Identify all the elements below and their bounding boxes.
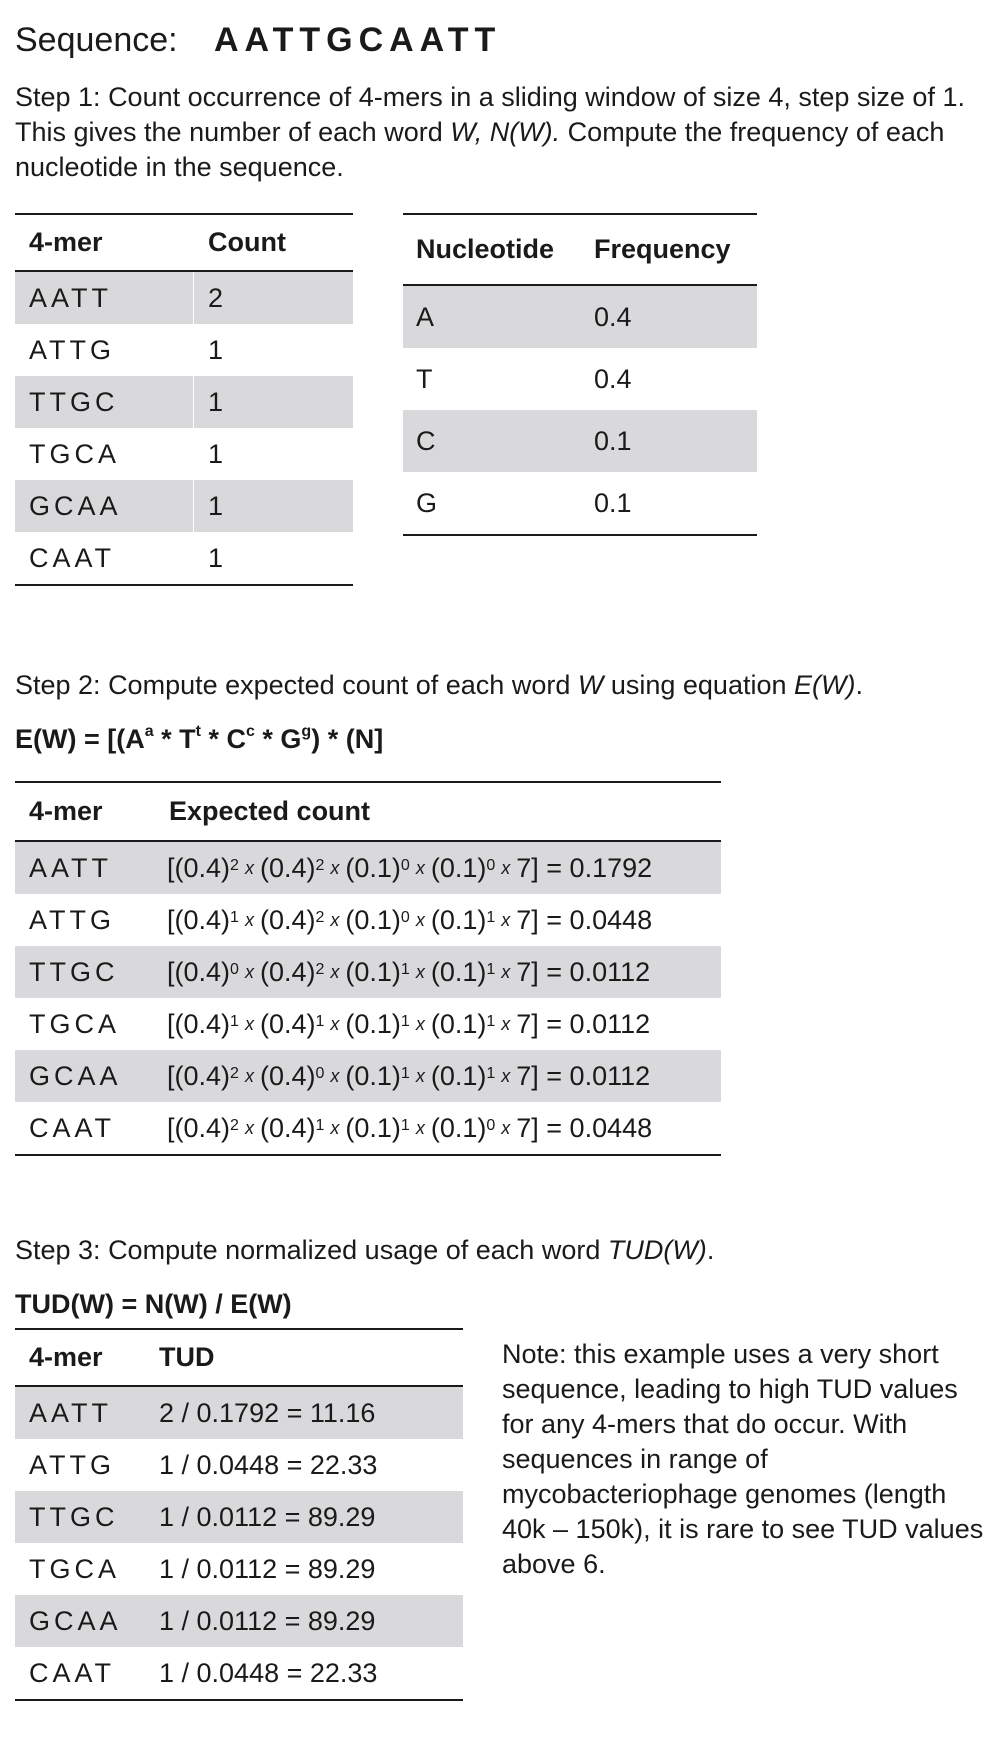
eq-exp-c: c	[246, 723, 255, 740]
term-base: (0.1)	[345, 1008, 401, 1039]
times-sign: x	[415, 857, 425, 878]
kmer-cell: CAAT	[29, 1657, 116, 1688]
table-row	[15, 1050, 721, 1102]
times-sign: x	[501, 1013, 511, 1034]
table-row	[15, 1543, 463, 1595]
eq-t-part: * T	[153, 724, 196, 754]
times-sign: x	[415, 909, 425, 930]
expected-formula-cell: [ (0.4) $^1$ x (0.4) $^1$ x (0.1) $^1$ x (0.1) $^1$ x 7] = 0.0112	[167, 1008, 651, 1039]
table-row	[403, 348, 757, 410]
times-sign: x	[244, 961, 254, 982]
expected-count-table-body	[15, 842, 721, 1154]
table-row	[15, 894, 721, 946]
expected-formula-cell: [ (0.4) $^2$ x (0.4) $^0$ x (0.1) $^1$ x (0.1) $^1$ x 7] = 0.0112	[167, 1060, 651, 1091]
step1-text-b: Compute the frequency of each nucleotide in the sequence.	[15, 117, 945, 182]
frequency-cell: 0.4	[594, 301, 632, 332]
table-header-row	[15, 1330, 463, 1385]
term-base: (0.4)	[259, 1060, 316, 1091]
header-4mer: 4-mer	[29, 227, 103, 257]
table-row	[15, 272, 353, 324]
kmer-cell: TGCA	[29, 438, 121, 469]
kmer-cell: AATT	[29, 282, 112, 313]
term-base: (0.1)	[430, 1060, 487, 1091]
expected-result: 7] = 0.1792	[516, 852, 653, 883]
step3-text	[15, 1233, 975, 1268]
times-sign: x	[415, 1013, 425, 1034]
expected-result: 7] = 0.0112	[516, 956, 651, 987]
step2-italic-w: W	[577, 670, 604, 700]
table-bottom-rule	[15, 584, 353, 586]
nucleotide-cell: C	[416, 425, 436, 456]
expected-result: 7] = 0.0112	[516, 1008, 651, 1039]
times-sign: x	[244, 1013, 254, 1034]
term-base: (0.4)	[259, 1008, 316, 1039]
term-base: (0.1)	[430, 1008, 487, 1039]
tud-table	[15, 1328, 463, 1701]
table-row	[15, 532, 353, 584]
expected-formula-cell: [ (0.4) $^2$ x (0.4) $^2$ x (0.1) $^0$ x (0.1) $^0$ x 7] = 0.1792	[167, 852, 653, 883]
times-sign: x	[415, 1065, 425, 1086]
kmer-cell: TGCA	[29, 1553, 121, 1584]
tud-cell: 1 / 0.0112 = 89.29	[159, 1501, 376, 1532]
times-sign: x	[501, 1117, 511, 1138]
table-row	[403, 286, 757, 348]
table-header-row	[15, 215, 353, 270]
kmer-cell: ATTG	[29, 334, 115, 365]
term-base: (0.1)	[345, 956, 401, 987]
kmer-cell: TGCA	[29, 1008, 121, 1039]
times-sign: x	[244, 1065, 254, 1086]
tud-cell: 1 / 0.0448 = 22.33	[159, 1449, 378, 1480]
count-cell: 1	[208, 542, 224, 573]
tud-cell: 1 / 0.0112 = 89.29	[159, 1605, 376, 1636]
eq-exp-g: g	[301, 723, 312, 740]
table-row	[15, 376, 353, 428]
count-cell: 1	[208, 438, 224, 469]
header-4mer: 4-mer	[29, 1342, 103, 1372]
bracket: [	[167, 956, 175, 987]
times-sign: x	[330, 1117, 340, 1138]
term-base: (0.4)	[174, 1008, 231, 1039]
frequency-cell: 0.1	[594, 425, 632, 456]
table-row	[15, 324, 353, 376]
term-base: (0.1)	[345, 1112, 401, 1143]
table-row	[15, 1439, 463, 1491]
table-row	[15, 1491, 463, 1543]
count-cell: 1	[208, 386, 224, 417]
times-sign: x	[244, 857, 254, 878]
column-divider	[193, 376, 194, 428]
step2-text-c: .	[855, 670, 863, 700]
step1-text	[15, 80, 975, 185]
count-table	[15, 213, 353, 586]
eq-exp-t: t	[195, 723, 201, 740]
eq-suffix: ) * (N]	[311, 724, 384, 754]
kmer-cell: CAAT	[29, 542, 116, 573]
kmer-cell: ATTG	[29, 904, 115, 935]
table-bottom-rule	[15, 1699, 463, 1701]
bracket: [	[167, 1008, 175, 1039]
kmer-cell: TTGC	[29, 386, 119, 417]
step3-text-a: Step 3: Compute normalized usage of each word	[15, 1235, 608, 1265]
term-base: (0.1)	[345, 904, 401, 935]
nucleotide-cell: T	[416, 363, 433, 394]
tud-cell: 2 / 0.1792 = 11.16	[159, 1397, 376, 1428]
frequency-table	[403, 213, 757, 536]
eq-exp-a: a	[144, 723, 154, 740]
kmer-cell: TTGC	[29, 1501, 119, 1532]
term-base: (0.1)	[345, 1060, 401, 1091]
times-sign: x	[330, 857, 340, 878]
times-sign: x	[501, 909, 511, 930]
nucleotide-cell: A	[416, 301, 435, 332]
count-cell: 2	[208, 282, 224, 313]
term-base: (0.1)	[430, 904, 487, 935]
times-sign: x	[415, 961, 425, 982]
kmer-cell: AATT	[29, 1397, 112, 1428]
table-header-row	[403, 215, 757, 284]
step2-text-a: Step 2: Compute expected count of each word	[15, 670, 578, 700]
step2-text-b: using equation	[603, 670, 794, 700]
eq-g-part: * G	[254, 724, 302, 754]
table-row	[15, 842, 721, 894]
expected-formula-cell: [ (0.4) $^1$ x (0.4) $^2$ x (0.1) $^0$ x (0.1) $^1$ x 7] = 0.0448	[167, 904, 653, 935]
step1-text-italic: W, N(W).	[450, 117, 561, 147]
kmer-cell: ATTG	[29, 1449, 115, 1480]
kmer-cell: GCAA	[29, 490, 122, 521]
times-sign: x	[330, 961, 340, 982]
table-header-row	[15, 783, 721, 840]
frequency-cell: 0.1	[594, 487, 632, 518]
term-base: (0.1)	[430, 956, 487, 987]
kmer-cell: GCAA	[29, 1060, 122, 1091]
times-sign: x	[244, 1117, 254, 1138]
times-sign: x	[501, 1065, 511, 1086]
header-nucleotide: Nucleotide	[416, 234, 555, 264]
table-bottom-rule	[403, 534, 757, 536]
times-sign: x	[330, 1065, 340, 1086]
nucleotide-cell: G	[416, 487, 438, 518]
expected-result: 7] = 0.0112	[516, 1060, 651, 1091]
count-cell: 1	[208, 490, 224, 521]
term-base: (0.4)	[259, 904, 316, 935]
term-base: (0.4)	[259, 1112, 316, 1143]
times-sign: x	[501, 857, 511, 878]
column-divider	[193, 480, 194, 532]
count-table-body	[15, 272, 353, 584]
table-row	[15, 428, 353, 480]
expected-formula-cell: [ (0.4) $^2$ x (0.4) $^1$ x (0.1) $^1$ x (0.1) $^0$ x 7] = 0.0448	[167, 1112, 653, 1143]
table-row	[15, 1595, 463, 1647]
table-row	[15, 1102, 721, 1154]
tud-cell: 1 / 0.0448 = 22.33	[159, 1657, 378, 1688]
table-row	[15, 1647, 463, 1699]
header-frequency: Frequency	[594, 234, 731, 264]
step2-italic-e: E(W)	[794, 670, 856, 700]
column-divider	[193, 272, 194, 324]
table-row	[15, 946, 721, 998]
expected-count-table	[15, 781, 721, 1156]
expected-formula-cell: [ (0.4) $^0$ x (0.4) $^2$ x (0.1) $^1$ x (0.1) $^1$ x 7] = 0.0112	[167, 956, 651, 987]
kmer-cell: AATT	[29, 852, 112, 883]
term-base: (0.4)	[259, 956, 316, 987]
kmer-cell: CAAT	[29, 1112, 116, 1143]
header-count: Count	[208, 227, 286, 257]
step2-text	[15, 668, 975, 703]
eq-c-part: * C	[200, 724, 246, 754]
step3-text-b: .	[706, 1235, 715, 1265]
table-row	[15, 998, 721, 1050]
tud-equation: TUD(W) = N(W) / E(W)	[15, 1289, 292, 1319]
kmer-cell: TTGC	[29, 956, 119, 987]
column-divider	[193, 532, 194, 584]
header-tud: TUD	[159, 1342, 215, 1372]
term-base: (0.4)	[174, 956, 231, 987]
table-row	[15, 1387, 463, 1439]
frequency-table-body	[403, 286, 757, 534]
term-base: (0.4)	[174, 1112, 231, 1143]
times-sign: x	[501, 961, 511, 982]
sequence-label: Sequence:	[15, 21, 178, 59]
term-base: (0.1)	[430, 852, 487, 883]
expected-count-equation	[15, 722, 383, 757]
note-text: Note: this example uses a very short sequence, leading to high TUD values for any 4-mers that do occur. With sequences in range of mycobacteriophage genomes (length 40k – 150k), it is rare to see TUD values above 6.	[502, 1339, 984, 1579]
kmer-cell: GCAA	[29, 1605, 122, 1636]
frequency-cell: 0.4	[594, 363, 632, 394]
expected-result: 7] = 0.0448	[516, 904, 653, 935]
term-base: (0.4)	[174, 1060, 231, 1091]
term-base: (0.1)	[430, 1112, 487, 1143]
header-expected-count: Expected count	[169, 796, 371, 826]
column-divider	[193, 324, 194, 376]
table-row	[403, 410, 757, 472]
table-row	[15, 480, 353, 532]
eq-prefix: E(W) = [(A	[15, 724, 145, 754]
tud-cell: 1 / 0.0112 = 89.29	[159, 1553, 376, 1584]
table-row	[403, 472, 757, 534]
header-4mer: 4-mer	[29, 796, 103, 826]
term-base: (0.4)	[259, 852, 316, 883]
term-base: (0.4)	[174, 904, 231, 935]
times-sign: x	[330, 909, 340, 930]
step3-text-italic: TUD(W)	[607, 1235, 707, 1265]
count-cell: 1	[208, 334, 224, 365]
times-sign: x	[330, 1013, 340, 1034]
column-divider	[193, 428, 194, 480]
term-base: (0.1)	[345, 852, 401, 883]
bracket: [	[167, 1060, 175, 1091]
expected-result: 7] = 0.0448	[516, 1112, 653, 1143]
times-sign: x	[244, 909, 254, 930]
table-bottom-rule	[15, 1154, 721, 1156]
sequence-value: AATTGCAATT	[214, 21, 502, 59]
bracket: [	[167, 1112, 175, 1143]
step1-text-a: Step 1: Count occurrence of 4-mers in a sliding window of size 4, step size of 1. This gives the number of each word	[15, 82, 965, 147]
bracket: [	[167, 852, 175, 883]
bracket: [	[167, 904, 175, 935]
tud-table-body	[15, 1387, 463, 1699]
term-base: (0.4)	[174, 852, 231, 883]
times-sign: x	[415, 1117, 425, 1138]
